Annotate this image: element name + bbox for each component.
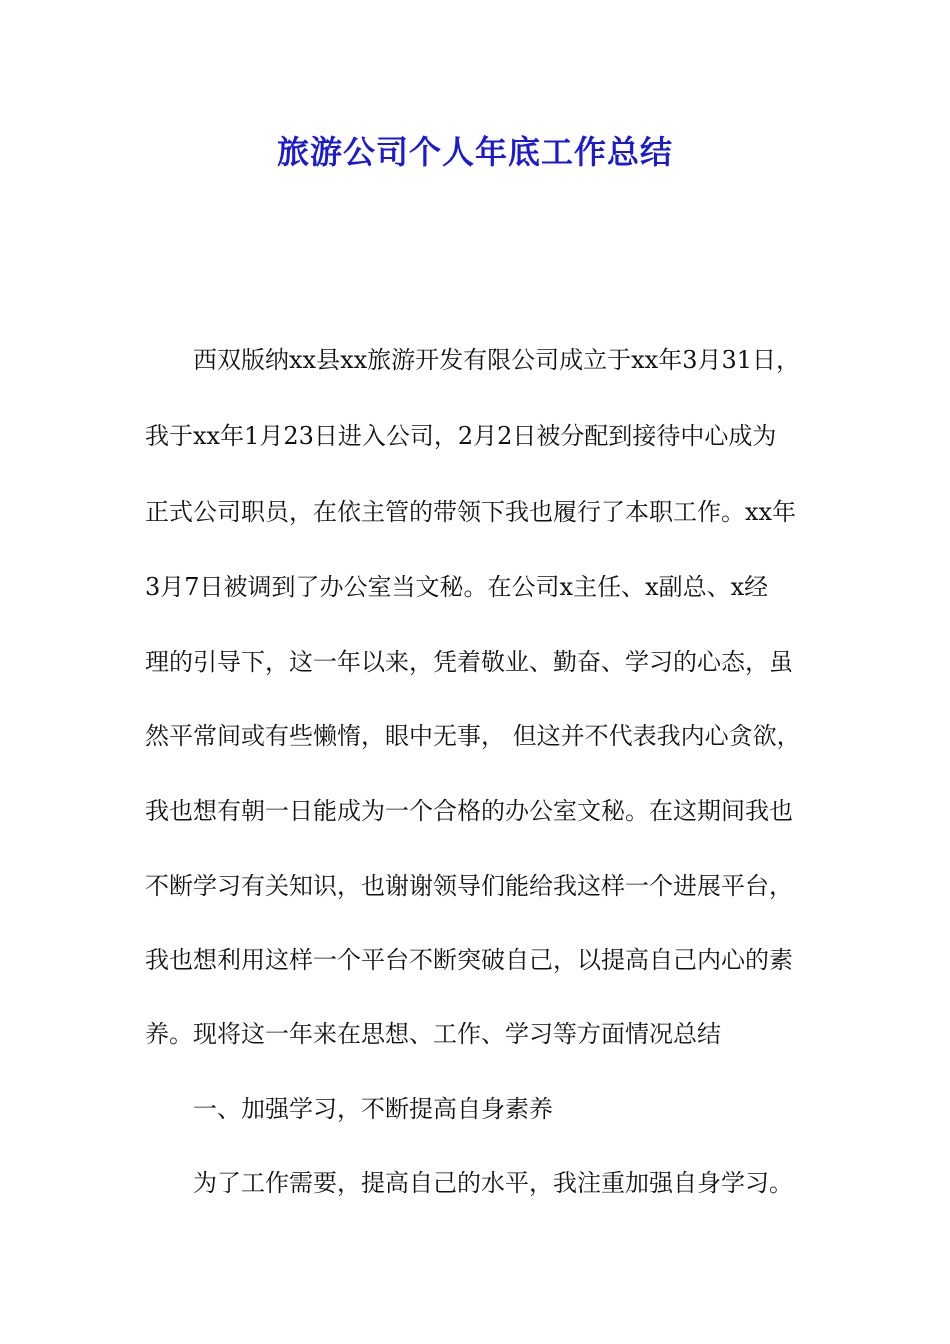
paragraph-line: 3月7日被调到了办公室当文秘。在公司x主任、x副总、x经 — [145, 573, 769, 601]
paragraph-line: 为了工作需要，提高自己的水平，我注重加强自身学习。 — [193, 1169, 793, 1197]
paragraph-line: 西双版纳xx县xx旅游开发有限公司成立于xx年3月31日， — [193, 346, 801, 374]
paragraph-line: 我也想利用这样一个平台不断突破自己，以提高自己内心的素 — [145, 946, 793, 974]
paragraph-line: 然平常间或有些懒惰，眼中无事， 但这并不代表我内心贪欲， — [145, 722, 801, 750]
paragraph-line: 不断学习有关知识，也谢谢领导们能给我这样一个进展平台， — [145, 872, 793, 900]
paragraph-line: 我也想有朝一日能成为一个合格的办公室文秘。在这期间我也 — [145, 797, 793, 825]
document-title: 旅游公司个人年底工作总结 — [276, 133, 673, 171]
paragraph-line: 正式公司职员，在依主管的带领下我也履行了本职工作。xx年 — [145, 498, 797, 526]
paragraph-line: 养。现将这一年来在思想、工作、学习等方面情况总结 — [145, 1020, 721, 1048]
paragraph-line: 理的引导下，这一年以来，凭着敬业、勤奋、学习的心态，虽 — [145, 648, 793, 676]
paragraph-line: 我于xx年1月23日进入公司，2月2日被分配到接待中心成为 — [145, 422, 777, 450]
section-heading: 一、加强学习，不断提高自身素养 — [193, 1095, 553, 1123]
